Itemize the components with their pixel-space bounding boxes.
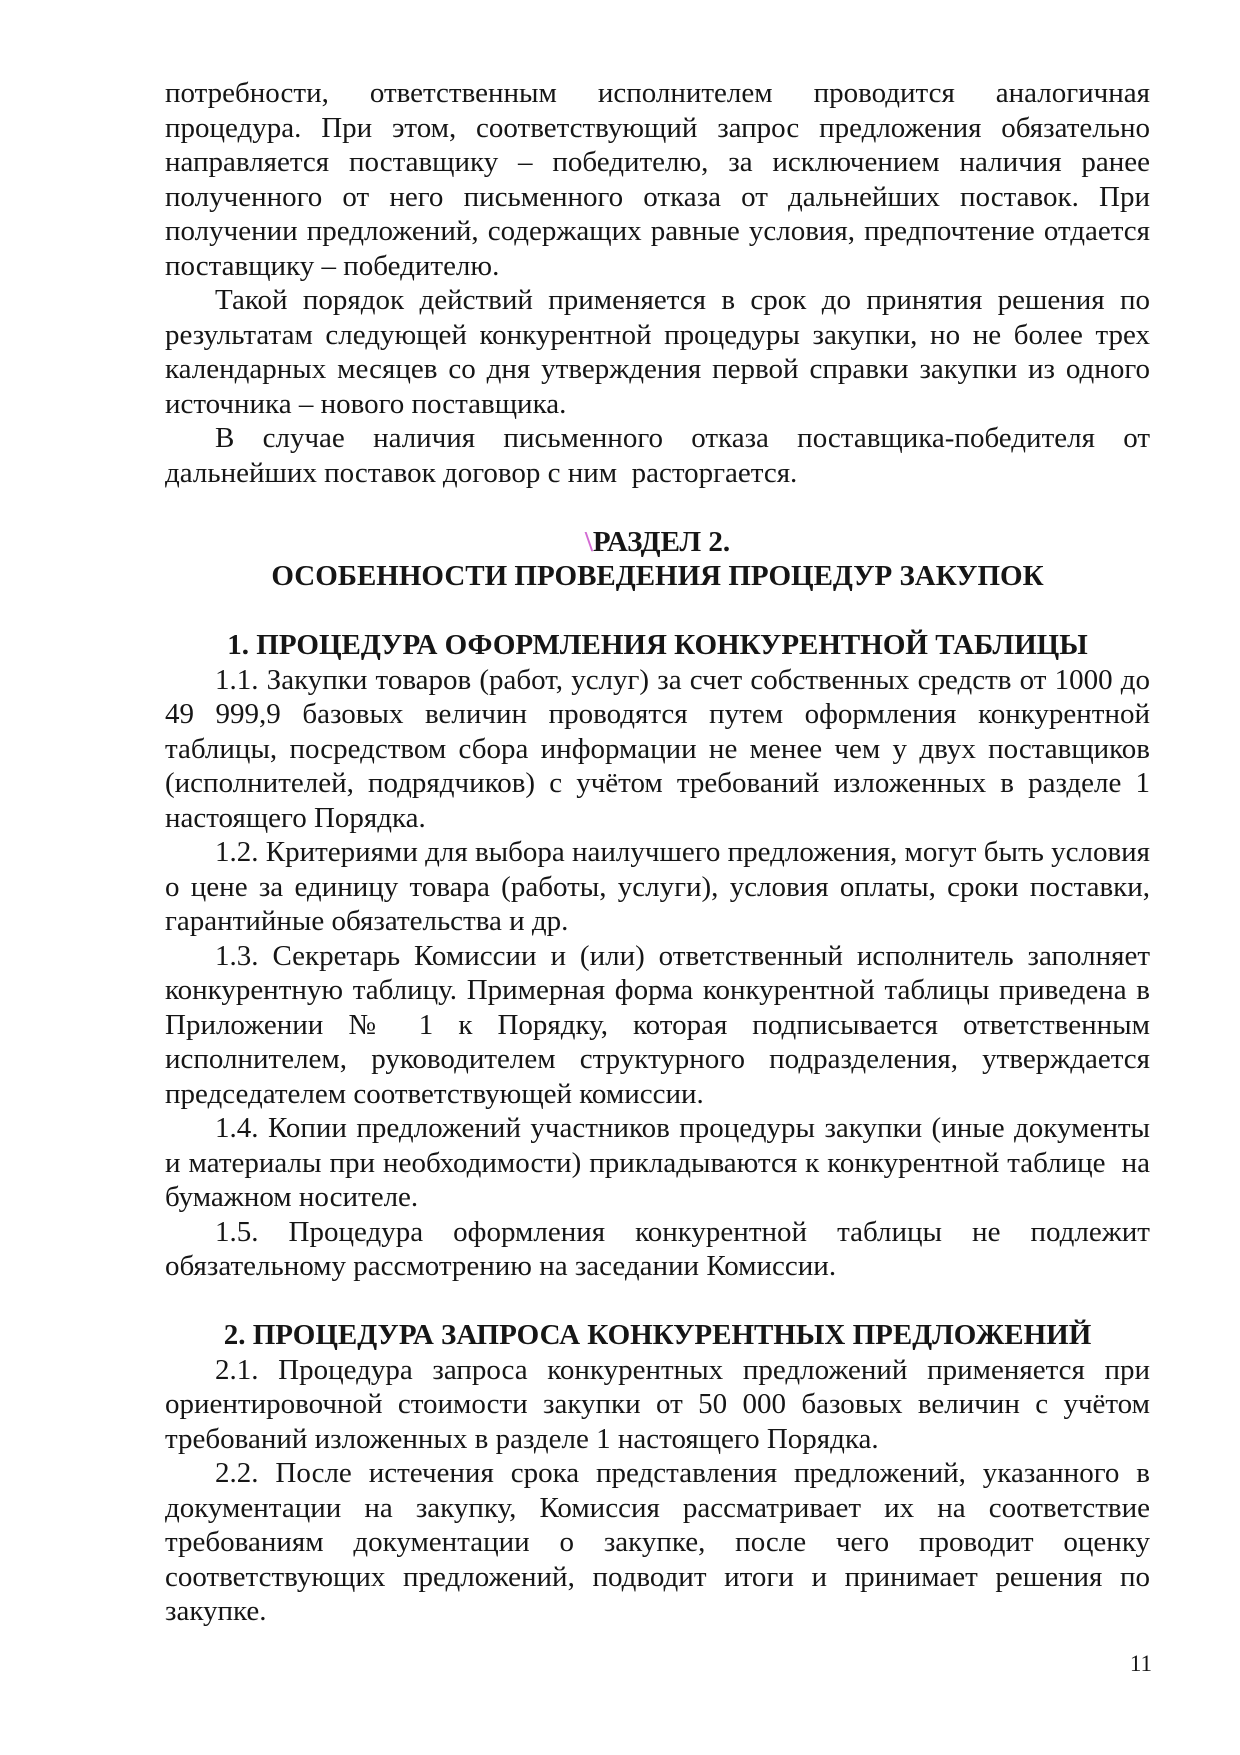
paragraph-1-1: 1.1. Закупки товаров (работ, услуг) за счет собственных средств от 1000 до 49 999,9 базовых величин проводятся путем оформления конкурентной таблицы, посредством сбора информации не менее чем у двух поставщиков (исполнителей, подрядчиков) с учётом требований изложенных в разделе 1 настоящего Порядка. — [165, 663, 1150, 834]
section-2-title-line — [165, 525, 1150, 560]
paragraph-refusal-termination: В случае наличия письменного отказа поставщика-победителя от дальнейших поставок договор с ним расторгается. — [165, 422, 1150, 489]
subsection-2-heading: 2. ПРОЦЕДУРА ЗАПРОСА КОНКУРЕНТНЫХ ПРЕДЛОЖЕНИЙ — [223, 1319, 1092, 1351]
paragraph-1-2: 1.2. Критериями для выбора наилучшего предложения, могут быть условия о цене за единицу товара (работы, услуги), условия оплаты, сроки поставки, гарантийные обязательства и др. — [165, 836, 1150, 937]
page-number: 11 — [1129, 1651, 1152, 1676]
revision-mark: \ — [584, 525, 593, 558]
paragraph-1-4: 1.4. Копии предложений участников процедуры закупки (иные документы и материалы при необходимости) прикладываются к конкурентной таблице на бумажном носителе. — [165, 1112, 1150, 1213]
section-2-subtitle: ОСОБЕННОСТИ ПРОВЕДЕНИЯ ПРОЦЕДУР ЗАКУПОК — [271, 560, 1044, 592]
subsection-1-heading: 1. ПРОЦЕДУРА ОФОРМЛЕНИЯ КОНКУРЕНТНОЙ ТАБЛИЦЫ — [227, 629, 1088, 661]
paragraph-continuation: потребности, ответственным исполнителем проводится аналогичная процедура. При этом, соответствующий запрос предложения обязательно направляется поставщику – победителю, за исключением наличия ранее полученного от него письменного отказа от дальнейших поставок. При получении предложений, содержащих равные условия, предпочтение отдается поставщику – победителю. — [165, 77, 1150, 282]
paragraph-2-2: 2.2. После истечения срока представления предложений, указанного в документации на закупку, Комиссия рассматривает их на соответствие требованиям документации о закупке, после чего проводит оценку соответствующих предложений, подводит итоги и принимает решения по закупке. — [165, 1457, 1150, 1627]
paragraph-1-3: 1.3. Секретарь Комиссии и (или) ответственный исполнитель заполняет конкурентную таблицу. Примерная форма конкурентной таблицы приведена в Приложении № 1 к Порядку, которая подписывается ответственным исполнителем, руководителем структурного подразделения, утверждается председателем соответствующей комиссии. — [165, 939, 1150, 1110]
document-body — [165, 76, 1150, 1629]
section-2-title: РАЗДЕЛ 2. — [592, 525, 731, 558]
paragraph-2-1: 2.1. Процедура запроса конкурентных предложений применяется при ориентировочной стоимости закупки от 50 000 базовых величин с учётом требований изложенных в разделе 1 настоящего Порядка. — [165, 1353, 1150, 1455]
section-2-heading — [165, 525, 1150, 594]
paragraph-order-validity: Такой порядок действий применяется в срок до принятия решения по результатам следующей конкурентной процедуры закупки, но не более трех календарных месяцев со дня утверждения первой справки закупки из одного источника – нового поставщика. — [165, 284, 1150, 420]
paragraph-1-5: 1.5. Процедура оформления конкурентной таблицы не подлежит обязательному рассмотрению на заседании Комиссии. — [165, 1215, 1150, 1282]
